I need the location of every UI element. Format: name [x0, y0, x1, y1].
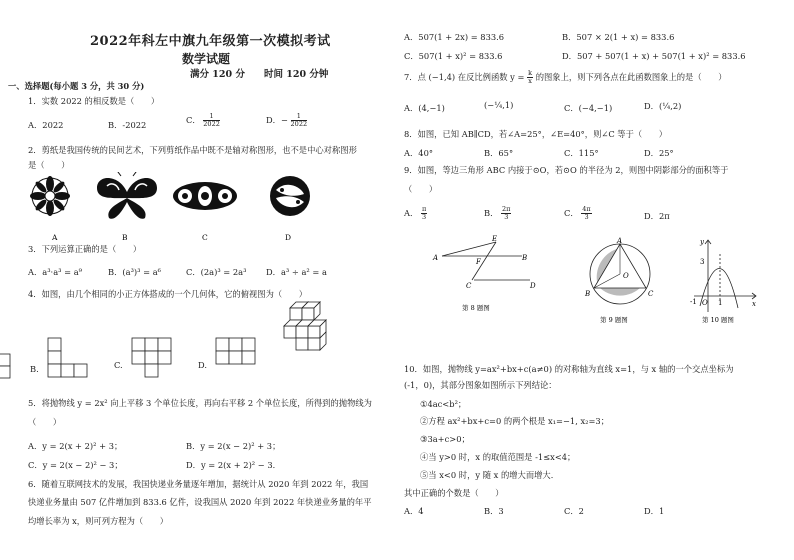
q4-option-c-view — [130, 336, 180, 382]
fig8-caption: 第 8 题图 — [462, 304, 490, 312]
q2-label-a: A — [52, 233, 58, 242]
q1-option-c-label: C． — [186, 115, 201, 125]
q1-option-d — [266, 113, 307, 128]
q6-option-a: A．507(1 + 2x) = 833.6 — [404, 32, 505, 42]
fig8-label-b: B — [522, 254, 528, 262]
q5-option-c: C．y = 2(x − 2)² − 3； — [28, 460, 123, 470]
q1-option-c — [186, 113, 220, 128]
q1-c-numerator: 1 — [203, 113, 220, 121]
q7-k-denominator: x — [528, 77, 532, 85]
q10-option-d: D．1 — [644, 506, 665, 516]
q4-label-b: B. — [30, 364, 39, 374]
q6-option-c: C．507(1 + x)² = 833.6 — [404, 51, 503, 61]
q6-stem-line2: 快递业务量由 507 亿件增加到 833.6 亿件，设我国从 2020 年到 2022 年快递业务量的年平 — [28, 497, 372, 507]
q4-label-c: C. — [114, 360, 123, 370]
q9-option-d: D．2π — [644, 211, 670, 221]
q3-option-d: D．a³ ÷ a² = a — [266, 267, 327, 277]
q4-option-a-view — [0, 352, 14, 382]
q3-option-b: B．(a³)³ = a⁶ — [108, 267, 161, 277]
q7-stem — [404, 70, 727, 85]
q8-stem: 8．如图，已知 AB∥CD，若∠A=25°，∠E=40°，则∠C 等于（ ） — [404, 129, 668, 139]
q10-stem-line1: 10．如图，抛物线 y=ax²+bx+c(a≠0) 的对称轴为直线 x=1，与 x 轴的一个交点坐标为 — [404, 364, 734, 374]
q10-statement-5: ⑤当 x<0 时，y 随 x 的增大而增大． — [420, 470, 560, 480]
q1-d-numerator: 1 — [291, 113, 308, 121]
q5-option-d: D．y = 2(x + 2)² − 3． — [186, 460, 281, 470]
q10-statement-4: ④当 y>0 时，x 的取值范围是 -1≤x<4； — [420, 452, 576, 462]
q1-d-denominator: 2022 — [290, 120, 308, 128]
q10-option-a: A．4 — [404, 506, 424, 516]
papercut-b-icon — [97, 172, 157, 219]
q3-stem: 3．下列运算正确的是（ ） — [28, 244, 142, 254]
q4-cube-stack-figure — [280, 296, 340, 356]
q10-statement-1: ①4ac<b²； — [420, 399, 467, 409]
q1-option-d-label: D．− — [266, 115, 288, 125]
q9-a-denominator: 3 — [422, 213, 427, 221]
q5-option-a: A．y = 2(x + 2)² + 3； — [28, 441, 123, 451]
q4-stem: 4．如图，由几个相同的小正方体搭成的一个几何体，它的俯视图为（ ） — [28, 289, 308, 299]
q7-option-d-value: (¼,2) — [658, 101, 682, 111]
q2-stem-line1: 2．剪纸是我国传统的民间艺术，下列剪纸作品中既不是轴对称图形，也不是中心对称图形 — [28, 145, 357, 155]
fig8-label-d: D — [530, 282, 536, 290]
q7-option-d-label: D． — [644, 101, 659, 111]
q8-option-c: C．115° — [564, 148, 599, 158]
q2-label-b: B — [122, 233, 128, 242]
q3-option-a: A．a³·a³ = a⁹ — [28, 267, 82, 277]
q9-option-a — [404, 206, 427, 221]
section-heading: 一、选择题(每小题 3 分，共 30 分) — [8, 81, 145, 91]
q9-a-numerator: π — [421, 205, 427, 213]
q6-stem-line3: 均增长率为 x，则可列方程为（ ） — [28, 516, 169, 526]
fig10-label-x: x — [752, 300, 756, 308]
q10-statement-2: ②方程 ax²+bx+c=0 的两个根是 x₁=−1, x₂=3； — [420, 416, 610, 426]
fig9-label-o: O — [623, 272, 629, 280]
fig10-caption: 第 10 题图 — [702, 316, 734, 324]
q2-stem-line2: 是（ ） — [28, 160, 70, 170]
fig8-label-c: C — [466, 282, 472, 290]
q7-option-b: (−¼,1) — [484, 100, 514, 110]
papercut-a-icon — [30, 176, 70, 216]
q6-option-b: B．507 × 2(1 + x) = 833.6 — [562, 32, 675, 42]
q10-option-b: B．3 — [484, 506, 504, 516]
fig9-caption: 第 9 题图 — [600, 316, 628, 324]
fig9-label-a: A — [617, 237, 623, 245]
q3-option-c: C．(2a)³ = 2a³ — [186, 267, 247, 277]
q7-option-c: C．(−4,−1) — [564, 103, 613, 113]
q7-stem-part2: 的图象上，则下列各点在此函数图象上的是（ ） — [535, 72, 727, 82]
papercut-c-icon — [173, 182, 237, 210]
fig10-label-3: 3 — [700, 258, 705, 266]
exam-subject: 数学试题 — [182, 52, 231, 66]
exam-title: 2022年科左中旗九年级第一次模拟考试 — [90, 34, 331, 49]
q7-k-numerator: k — [528, 69, 533, 77]
q9-option-a-label: A． — [404, 208, 419, 218]
fig9-label-b: B — [585, 290, 591, 298]
q2-papercut-figures — [22, 172, 322, 242]
q9-stem-line1: 9．如图，等边三角形 ABC 内接于⊙O，若⊙O 的半径为 2，则图中阴影部分的面积等于 — [404, 165, 729, 175]
fig10-label-1: 1 — [718, 299, 723, 307]
fig8-label-f: F — [476, 258, 481, 266]
q9-c-denominator: 3 — [584, 213, 589, 221]
q7-option-d — [644, 100, 681, 112]
fig10-label-o: O — [702, 299, 708, 307]
fig8-label-a: A — [433, 254, 439, 262]
papercut-d-icon — [270, 176, 310, 216]
q10-statement-3: ③3a+c>0； — [420, 434, 470, 444]
q9-stem-line2: （ ） — [404, 184, 438, 194]
fig10-label-y: y — [700, 238, 704, 246]
q10-stem-line2: (-1，0)，其部分图象如图所示下列结论： — [404, 380, 557, 390]
q5-stem-line1: 5．将抛物线 y = 2x² 向上平移 3 个单位长度，再向右平移 2 个单位长度，所得到的抛物线为 — [28, 398, 372, 408]
q4-label-d: D. — [198, 360, 207, 370]
q9-b-denominator: 3 — [504, 213, 509, 221]
fig8-label-e: E — [492, 235, 498, 243]
q6-option-d: D．507 + 507(1 + x) + 507(1 + x)² = 833.6 — [562, 51, 746, 61]
q8-option-d: D．25° — [644, 148, 674, 158]
q1-option-a: A．2022 — [28, 120, 64, 130]
q2-label-d: D — [285, 233, 292, 242]
q1-c-denominator: 2022 — [203, 120, 220, 128]
q1-option-b: B．-2022 — [108, 120, 147, 130]
q8-option-b: B．65° — [484, 148, 514, 158]
q10-option-c: C．2 — [564, 506, 584, 516]
q8-option-a: A．40° — [404, 148, 433, 158]
q9-b-numerator: 2π — [502, 205, 511, 213]
q4-option-d-view — [214, 336, 264, 382]
q9-c-numerator: 4π — [582, 205, 591, 213]
q7-stem-part1: 7．点 (−1,4) 在反比例函数 y = — [404, 72, 525, 82]
q9-option-c — [564, 206, 592, 221]
q9-option-c-label: C． — [564, 208, 579, 218]
q10-count-question: 其中正确的个数是（ ） — [404, 488, 504, 498]
figure-8-parallel-lines — [430, 232, 550, 312]
figure-10-parabola — [680, 234, 770, 326]
q7-option-a: A．(4,−1) — [404, 103, 445, 113]
fig9-label-c: C — [648, 290, 654, 298]
score-time: 满分 120 分 时间 120 分钟 — [190, 69, 329, 80]
q2-label-c: C — [202, 233, 208, 242]
q6-stem-line1: 6．随着互联网技术的发展，我国快递业务量逐年增加，据统计从 2020 年到 2022 年，我国 — [28, 479, 369, 489]
figure-9-inscribed-triangle — [580, 236, 660, 326]
q5-stem-line2: （ ） — [28, 417, 62, 427]
q5-option-b: B．y = 2(x − 2)² + 3； — [186, 441, 281, 451]
q9-option-b — [484, 206, 511, 221]
q9-option-b-label: B． — [484, 208, 499, 218]
q1-stem: 1．实数 2022 的相反数是（ ） — [28, 96, 160, 106]
q4-option-b-view — [46, 336, 96, 382]
fig10-label-neg1: -1 — [690, 298, 697, 306]
